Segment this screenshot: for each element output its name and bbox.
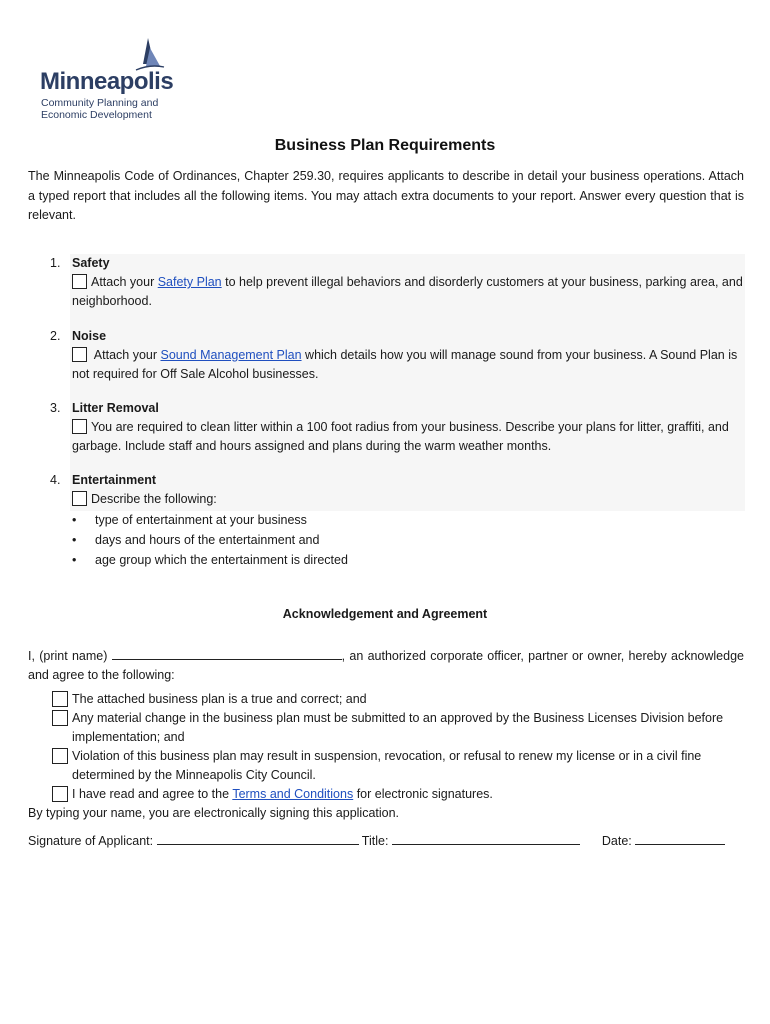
date-label: Date:: [601, 834, 636, 848]
item-number: 4.: [50, 473, 61, 487]
bullet-icon: •: [72, 533, 77, 547]
ack-text-post: for electronic signatures.: [353, 787, 493, 801]
electronic-signature-note: By typing your name, you are electronically signing this application.: [28, 806, 400, 820]
noise-checkbox[interactable]: [72, 347, 87, 362]
title-label: Title:: [358, 834, 392, 848]
logo-subtitle-line1: Community Planning and: [41, 97, 159, 109]
print-name-prefix: I, (print name): [28, 649, 112, 663]
bullet-icon: •: [72, 513, 77, 527]
bullet-text: age group which the entertainment is directed: [95, 553, 348, 567]
ack-checkbox[interactable]: [52, 710, 68, 726]
ack-text-pre: I have read and agree to the: [72, 787, 233, 801]
print-name-suffix: , an authorized corporate officer, partner or owner, hereby acknowledge and agree to the following:: [28, 649, 744, 682]
item-heading: Litter Removal: [72, 401, 159, 415]
minneapolis-logo: [40, 36, 180, 128]
item-number: 1.: [50, 256, 61, 270]
signature-label: Signature of Applicant:: [28, 834, 157, 848]
item-body: [72, 346, 747, 384]
print-name-statement: [28, 645, 744, 685]
ack-item-violation: [52, 747, 752, 785]
item-text: You are required to clean litter within a 100 foot radius from your business. Describe your plans for litter, graffiti, and garbage. Include staff and hours assigned and plans during the warm weather months.: [72, 420, 729, 453]
item-heading: Noise: [72, 329, 107, 343]
terms-and-conditions-link[interactable]: Terms and Conditions: [232, 787, 354, 801]
logo-wordmark: Minneapolis: [40, 68, 174, 95]
print-name-field[interactable]: [112, 645, 342, 660]
ack-checkbox[interactable]: [52, 748, 68, 764]
item-heading: Safety: [72, 256, 110, 270]
item-number: 3.: [50, 401, 61, 415]
ack-item-material-change: [52, 709, 752, 747]
page-title: Business Plan Requirements: [274, 137, 496, 154]
item-text-post: which details how you will manage sound from your business. A Sound Plan is not required for Off Sale Alcohol businesses.: [72, 348, 738, 381]
list-item: [72, 530, 348, 550]
entertainment-checkbox[interactable]: [72, 491, 87, 506]
list-item: [72, 510, 348, 530]
item-body: [72, 273, 747, 311]
intro-paragraph: The Minneapolis Code of Ordinances, Chapter 259.30, requires applicants to describe in detail your business operations. Attach a typed report that includes all the following items. You may attach extra documents to your report. Answer every question that is relevant.: [28, 169, 744, 222]
ack-text: Any material change in the business plan must be submitted to an approved by the Business Licenses Division before implementation; and: [72, 711, 724, 744]
item-text-pre: Attach your: [91, 348, 161, 362]
sound-management-plan-link[interactable]: Sound Management Plan: [160, 348, 302, 362]
bullet-icon: •: [72, 553, 77, 567]
title-field[interactable]: [392, 830, 580, 845]
date-field[interactable]: [635, 830, 725, 845]
bullet-text: type of entertainment at your business: [95, 513, 307, 527]
safety-plan-link[interactable]: Safety Plan: [157, 275, 222, 289]
ack-item-terms: [52, 785, 752, 804]
safety-checkbox[interactable]: [72, 274, 87, 289]
item-text: Describe the following:: [91, 492, 217, 506]
ack-text: Violation of this business plan may result in suspension, revocation, or refusal to renew my license or in a civil fine determined by the Minneapolis City Council.: [72, 749, 702, 782]
item-text-pre: Attach your: [91, 275, 158, 289]
item-body: [72, 418, 747, 456]
ack-text: The attached business plan is a true and correct; and: [72, 692, 367, 706]
acknowledgement-heading: Acknowledgement and Agreement: [282, 607, 488, 621]
ack-item-true-correct: [52, 690, 752, 709]
item-text-post: to help prevent illegal behaviors and disorderly customers at your business, parking area, and neighborhood.: [72, 275, 743, 308]
signature-field[interactable]: [157, 830, 359, 845]
item-number: 2.: [50, 329, 61, 343]
ack-checkbox[interactable]: [52, 691, 68, 707]
item-heading: Entertainment: [72, 473, 157, 487]
logo-subtitle-line2: Economic Development: [41, 109, 152, 121]
ack-text: [72, 785, 752, 804]
bullet-text: days and hours of the entertainment and: [95, 533, 320, 547]
signature-row: [28, 830, 744, 851]
list-item: [72, 550, 348, 570]
entertainment-bullet-list: [72, 510, 348, 570]
litter-checkbox[interactable]: [72, 419, 87, 434]
ack-checkbox[interactable]: [52, 786, 68, 802]
item-body: [72, 490, 747, 509]
